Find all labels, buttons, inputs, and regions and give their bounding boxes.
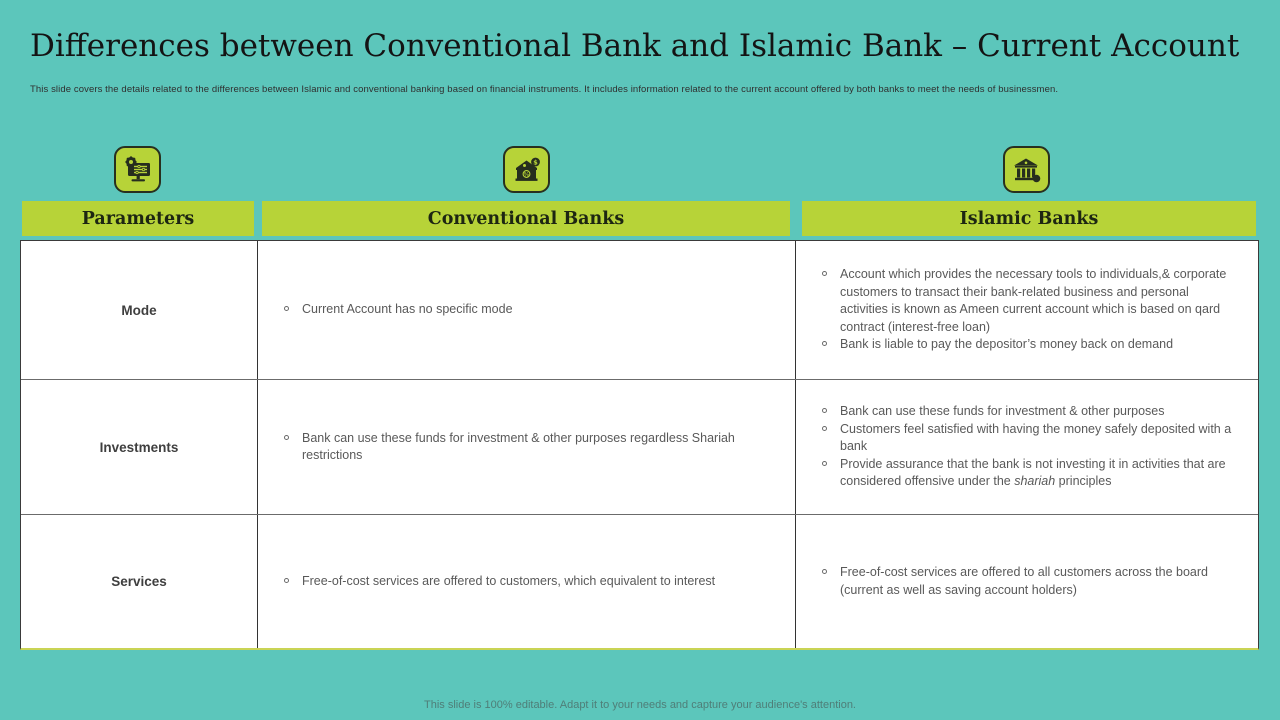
bullet-item	[822, 403, 1238, 421]
comparison-table	[20, 240, 1259, 650]
bullet-text: Provide assurance that the bank is not investing it in activities that are considered offensive under the shariah principles	[840, 456, 1226, 489]
bullet-text: Bank is liable to pay the depositor’s money back on demand	[840, 337, 1174, 352]
parameter-label: Investments	[99, 439, 179, 455]
conventional-banks-icon-box	[503, 146, 550, 193]
bullet-text: Customers feel satisfied with having the money safely deposited with a bank	[840, 421, 1232, 454]
parameters-icon-box	[114, 146, 161, 193]
islamic-banks-icon-box	[1003, 146, 1050, 193]
bullet-marker-icon	[822, 569, 827, 574]
parameter-cell	[21, 380, 258, 514]
column-header-conventional-banks: Conventional Banks	[262, 201, 790, 236]
parameter-cell	[21, 241, 258, 379]
parameter-cell	[21, 515, 258, 648]
bullet-item	[284, 301, 513, 319]
bullet-text: Bank can use these funds for investment & other purposes regardless Shariah restrictions	[302, 430, 735, 462]
conventional-cell	[258, 380, 796, 514]
bullet-marker-icon	[284, 578, 289, 583]
table-row	[21, 515, 1258, 648]
bullet-text: Free-of-cost services are offered to customers, which equivalent to interest	[302, 573, 716, 588]
svg-text:%: %	[523, 170, 529, 178]
bullet-list	[822, 564, 1238, 599]
bullet-marker-icon	[822, 341, 827, 346]
settings-monitor-icon	[122, 154, 154, 186]
bullet-item	[284, 573, 715, 591]
islamic-cell	[796, 380, 1258, 514]
bullet-marker-icon	[284, 435, 289, 440]
bullet-marker-icon	[822, 271, 827, 276]
conventional-cell	[258, 241, 796, 379]
bullet-item	[284, 430, 765, 465]
bullet-item	[822, 564, 1238, 599]
bank-dollar-icon	[511, 154, 543, 186]
svg-text:$: $	[532, 157, 538, 166]
bullet-marker-icon	[822, 461, 827, 466]
footer-note: This slide is 100% editable. Adapt it to your needs and capture your audience's attention.	[424, 699, 856, 711]
page-title: Differences between Conventional Bank and Islamic Bank – Current Account	[30, 28, 1240, 64]
conventional-cell	[258, 515, 796, 648]
bullet-list	[284, 301, 513, 319]
bullet-marker-icon	[822, 426, 827, 431]
bullet-item	[822, 456, 1238, 491]
column-header-islamic-banks: Islamic Banks	[802, 201, 1256, 236]
bank-columns-icon	[1011, 154, 1043, 186]
bullet-list	[822, 403, 1238, 491]
table-row	[21, 241, 1258, 380]
column-header-parameters: Parameters	[22, 201, 254, 236]
bullet-marker-icon	[822, 408, 827, 413]
table-row	[21, 380, 1258, 515]
bullet-list	[822, 266, 1238, 354]
islamic-cell	[796, 241, 1258, 379]
bullet-text: Bank can use these funds for investment & other purposes	[840, 404, 1165, 419]
bullet-text: Free-of-cost services are offered to all customers across the board (current as well as saving account holders)	[840, 565, 1208, 597]
bullet-item	[822, 421, 1238, 456]
bullet-list	[284, 430, 765, 465]
islamic-cell	[796, 515, 1258, 648]
bullet-item	[822, 266, 1238, 336]
bullet-item	[822, 336, 1238, 354]
bullet-list	[284, 573, 715, 591]
parameter-label: Services	[111, 574, 167, 589]
bullet-text: Current Account has no specific mode	[302, 302, 513, 317]
parameter-label: Mode	[121, 302, 157, 318]
bullet-text: Account which provides the necessary tools to individuals,& corporate customers to transact their bank-related business and personal activities is known as Ameen current account which is based on qard contract (interest-free loan)	[840, 267, 1227, 334]
bullet-marker-icon	[284, 306, 289, 311]
slide-subtitle: This slide covers the details related to the differences between Islamic and conventional banking based on financial instruments. It includes information related to the current account offered by both banks to meet the needs of businessmen.	[30, 84, 1059, 95]
